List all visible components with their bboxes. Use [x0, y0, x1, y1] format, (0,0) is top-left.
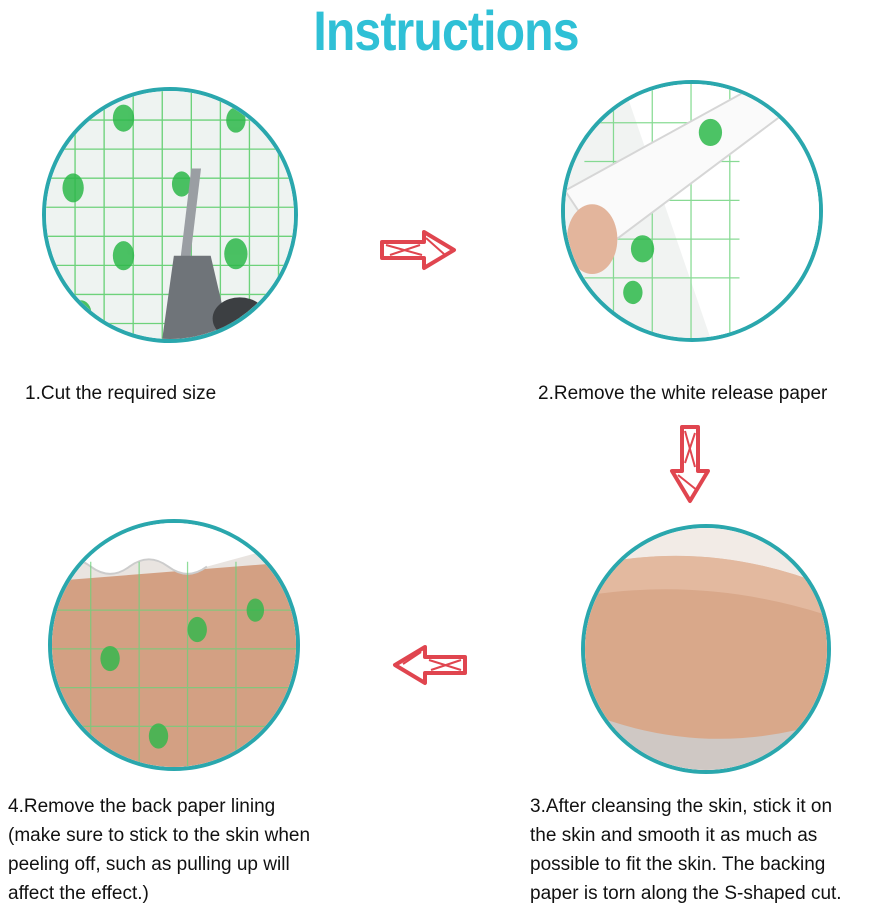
step-3-image: [581, 524, 831, 774]
step-1-image: [42, 87, 298, 343]
arrow-left-icon: [391, 644, 469, 686]
step-2-image: [561, 80, 823, 342]
step-3-caption: 3.After cleansing the skin, stick it on the skin and smooth it as much as possible to fit the skin. The backing paper is torn along the S-shaped cut.: [530, 796, 842, 904]
step-1-caption: 1.Cut the required size: [25, 383, 217, 404]
step-4-caption: 4.Remove the back paper lining (make sure to stick to the skin when peeling off, such as pulling up will affect the effect.): [8, 796, 311, 904]
arrow-right-icon: [378, 228, 458, 272]
step-4-image: [48, 519, 300, 771]
step-2-caption: 2.Remove the white release paper: [538, 383, 828, 404]
arrow-down-icon: [668, 423, 712, 505]
page-title: Instructions: [313, 0, 579, 62]
